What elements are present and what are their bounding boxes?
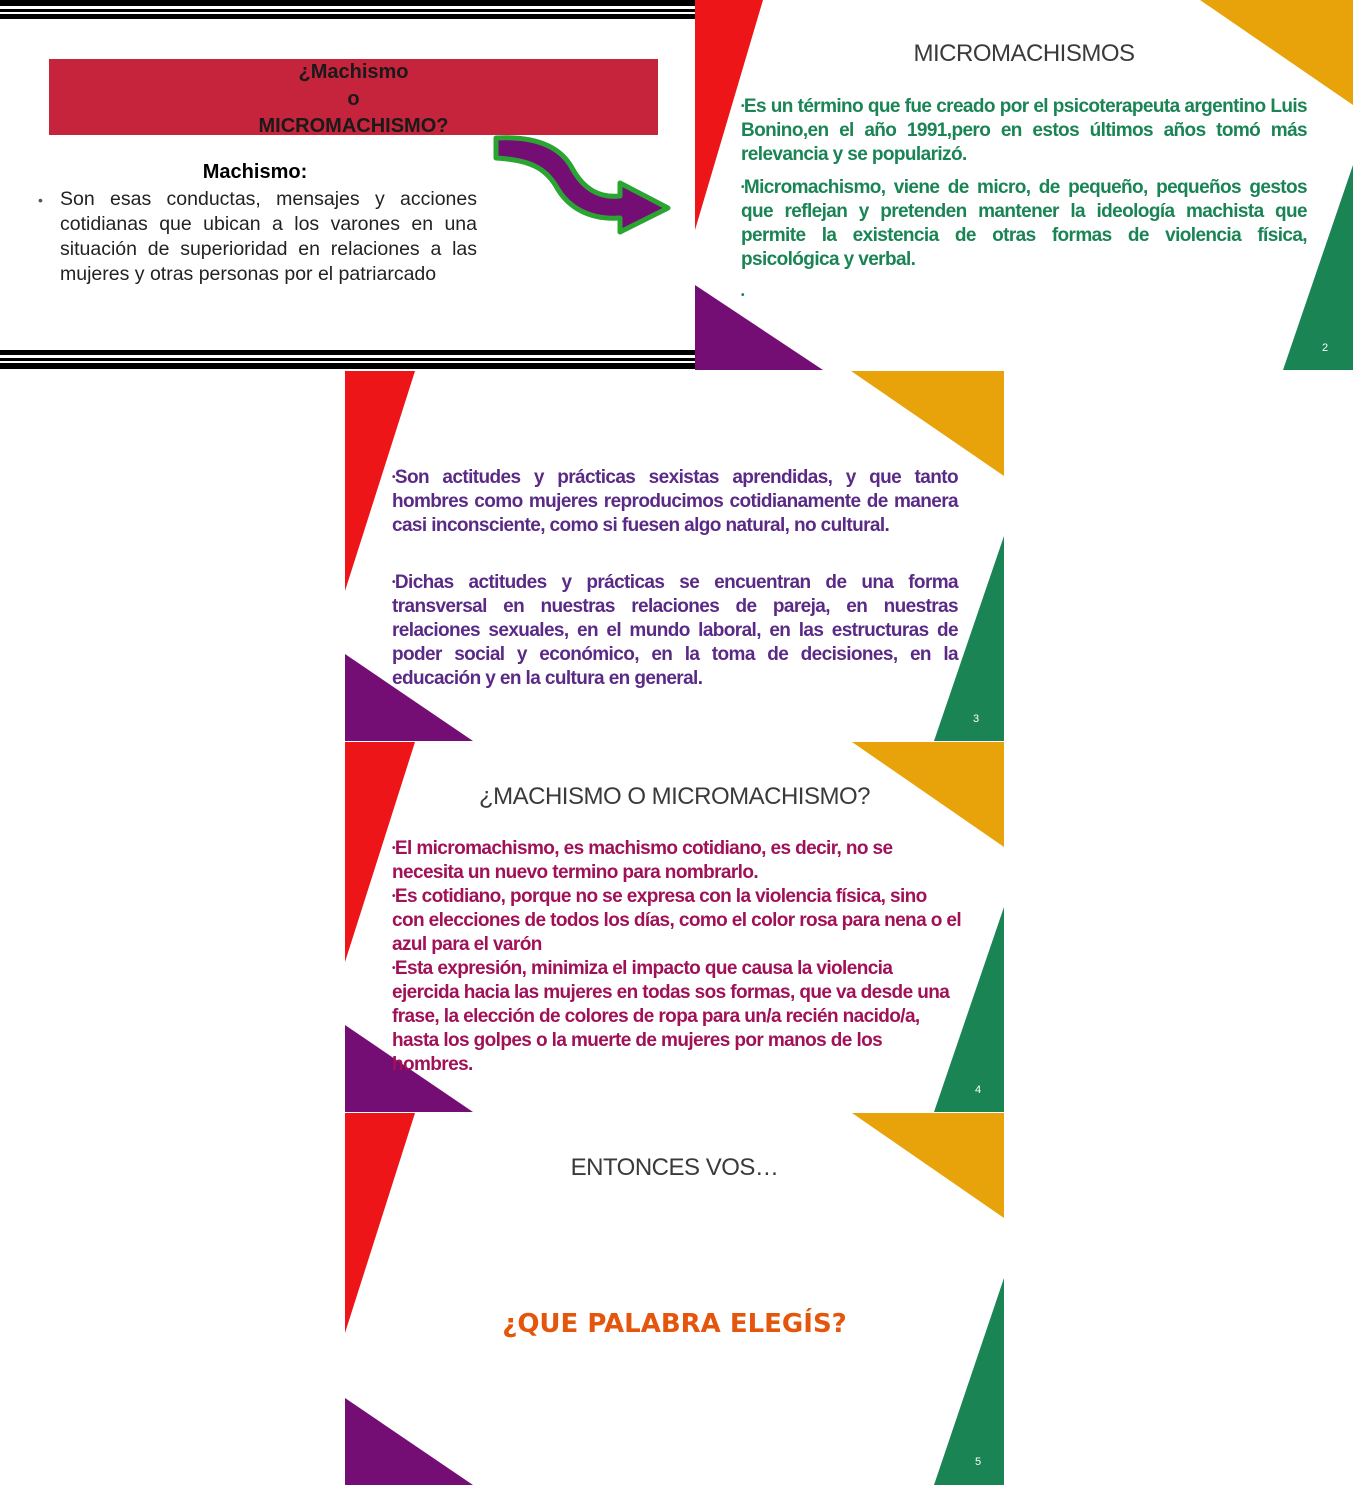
slide-title: MICROMACHISMOS	[913, 40, 1135, 67]
bottom-stripe-2	[0, 363, 695, 369]
orange-triangle	[851, 371, 1004, 476]
call-to-action: ¿QUE PALABRA ELEGÍS?	[502, 1309, 847, 1339]
top-stripe-2	[0, 14, 695, 19]
slide-4	[345, 742, 1004, 1112]
paragraph-2: •Micromachismo, viene de micro, de pequeño, pequeños gestos que reflejan y pretenden mantener la ideología machista que permite la existencia de otras formas de violencia física, psicológica y verbal.	[741, 177, 1307, 271]
bottom-stripe-thin	[0, 358, 695, 361]
red-triangle	[345, 1113, 415, 1333]
paragraph-1: •Es un término que fue creado por el psicoterapeuta argentino Luis Bonino,en el año 1991,pero en estos últimos años tomó más relevancia y se popularizó.	[741, 96, 1307, 166]
page-number: 5	[975, 1456, 982, 1468]
bottom-stripe	[0, 350, 695, 355]
slide-title: ¿MACHISMO O MICROMACHISMO?	[478, 783, 870, 810]
purple-triangle	[345, 1398, 473, 1485]
banner-line-1: ¿Machismo	[298, 61, 409, 83]
title-banner	[49, 59, 658, 135]
slide-title: ENTONCES VOS…	[570, 1154, 779, 1181]
empty-bullet: •	[741, 290, 744, 301]
paragraph-1: •Son actitudes y prácticas sexistas aprendidas, y que tanto hombres como mujeres reproducimos cotidianamente de manera casi inconsciente, como si fuesen algo natural, no cultural.	[392, 467, 958, 537]
paragraph-1: •El micromachismo, es machismo cotidiano, es decir, no se necesita un nuevo termino para nombrarlo.	[392, 838, 893, 884]
top-stripe-thin	[0, 9, 695, 12]
paragraph-2: •Es cotidiano, porque no se expresa con la violencia física, sino con elecciones de todos los días, como el color rosa para nena o el azul para el varón	[392, 886, 962, 956]
slide-3	[345, 371, 1004, 741]
banner-line-3: MICROMACHISMO?	[258, 115, 449, 137]
page-number: 2	[1322, 342, 1329, 354]
banner-line-2: o	[347, 88, 360, 110]
page-number: 4	[975, 1084, 982, 1096]
paragraph-3: •Esta expresión, minimiza el impacto que causa la violencia ejercida hacia las mujeres en todas sos formas, que va desde una frase, la elección de colores de ropa para un/a recién nacido/a, hasta los golpes o la muerte de mujeres por manos de los hombres.	[392, 958, 950, 1076]
slide-5	[345, 1113, 1004, 1485]
bullet-icon: •	[38, 192, 43, 208]
curved-arrow-icon	[490, 128, 680, 243]
section-heading: Machismo:	[202, 161, 308, 183]
definition-text: Son esas conductas, mensajes y acciones cotidianas que ubican a los varones en una situación de superioridad en relaciones a las mujeres y otras personas por el patriarcado	[60, 188, 477, 285]
paragraph-2: •Dichas actitudes y prácticas se encuentran de una forma transversal en nuestras relaciones de pareja, en nuestras relaciones sexuales, en el mundo laboral, en las estructuras de poder social y económico, en la toma de decisiones, en la educación y en la cultura en general.	[392, 572, 958, 690]
slide-2	[695, 0, 1353, 370]
page-number: 3	[973, 713, 980, 725]
top-stripe	[0, 0, 695, 6]
